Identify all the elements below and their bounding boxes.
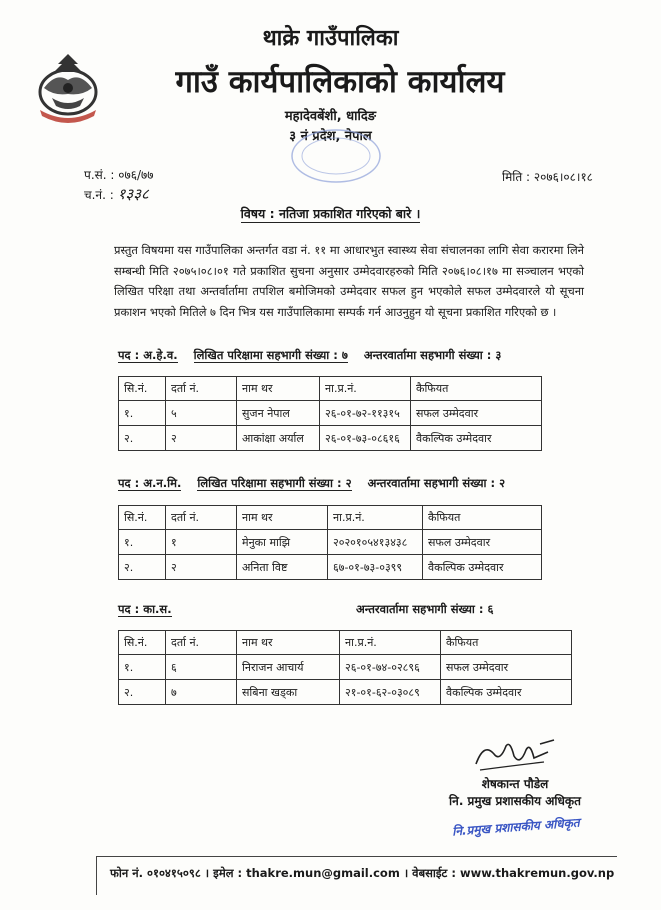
reference-chn-label: च.नं. : (84, 188, 118, 202)
cell-name: सबिना खड्का (237, 680, 340, 705)
header-remarks: कैफियत (441, 631, 572, 655)
header-sn: सि.नं. (119, 506, 166, 530)
section-3-heading (118, 602, 558, 617)
office-round-stamp-icon (286, 126, 386, 186)
results-table-1 (118, 376, 542, 451)
cell-name: निराजन आचार्य (237, 655, 340, 680)
subject-line (0, 205, 661, 222)
address-line2: ३ नं प्रदेश, नेपाल (289, 129, 372, 144)
header-citizenship: ना.प्र.नं. (328, 506, 423, 530)
header-darta: दर्ता नं. (166, 506, 237, 530)
cell-citizenship: २०२०१०५४१३४३८ (328, 530, 423, 555)
section-1-interview: अन्तरवार्तामा सहभागी संख्या : ३ (363, 348, 502, 362)
section-2-heading (118, 476, 505, 491)
header-citizenship: ना.प्र.नं. (340, 631, 441, 655)
footer-contact: फोन नं. ०१०४१५०९८ । इमेल : thakre.mun@gmail.com । वेबसाईट : www.thakremun.gov.np (110, 866, 615, 880)
cell-citizenship: २१-०१-६२-०३०८९ (340, 680, 441, 705)
cell-name: अनिता विष्ट (237, 555, 328, 580)
cell-darta: २ (166, 555, 237, 580)
cell-sn: २. (119, 680, 166, 705)
cell-citizenship: २६-०१-७२-११३१५ (320, 401, 411, 426)
table-row (119, 655, 572, 680)
cell-darta: ५ (166, 401, 237, 426)
cell-remarks: सफल उम्मेदवार (441, 655, 572, 680)
header-remarks: कैफियत (411, 377, 542, 401)
cell-sn: १. (119, 401, 166, 426)
reference-ps: प.सं. : ०७६/७७ (84, 168, 154, 182)
table-row (119, 530, 542, 555)
municipality-name: थाक्रे गाउँपालिका (262, 26, 399, 51)
table-header-row (119, 506, 542, 530)
cell-sn: १. (119, 655, 166, 680)
header-sn: सि.नं. (119, 377, 166, 401)
signatory-name: शेषकान्त पौडेल (481, 777, 549, 791)
cell-darta: १ (166, 530, 237, 555)
reference-chn (84, 184, 149, 204)
results-table-2 (118, 505, 542, 580)
table-row (119, 426, 542, 451)
signatory-stamp: नि.प्रमुख प्रशासकीय अधिकृत (451, 815, 581, 839)
table-row (119, 680, 572, 705)
signatory-title: नि. प्रमुख प्रशासकीय अधिकृत (449, 794, 581, 808)
header-name: नाम थर (237, 506, 328, 530)
table-row (119, 401, 542, 426)
section-2-interview: अन्तरवार्तामा सहभागी संख्या : २ (367, 476, 506, 490)
cell-citizenship: २६-०१-७४-०२८९६ (340, 655, 441, 680)
header-darta: दर्ता नं. (166, 631, 237, 655)
cell-darta: २ (166, 426, 237, 451)
header-name: नाम थर (237, 377, 320, 401)
header-remarks: कैफियत (423, 506, 542, 530)
section-1-heading (118, 348, 501, 363)
cell-remarks: वैकल्पिक उम्मेदवार (423, 555, 542, 580)
cell-name: मेनुका माझि (237, 530, 328, 555)
section-2-written: लिखित परिक्षामा सहभागी संख्या : २ (197, 476, 352, 490)
table-row (119, 555, 542, 580)
address-line1: महादेवबेंशी, धादिङ (284, 109, 377, 124)
reference-chn-handwritten: १३३८ (117, 185, 149, 203)
cell-remarks: सफल उम्मेदवार (423, 530, 542, 555)
notice-body: प्रस्तुत विषयमा यस गाउँपालिका अन्तर्गत वडा नं. ११ मा आधारभुत स्वास्थ्य सेवा संचालनका लागि सेवा करारमा लिने सम्बन्धी मिति २०७५।०८।०१ गते प्रकाशित सुचना अनुसार उम्मेदवारहरुको मिति २०७६।०८।१७ मा सञ्चालन भएको लिखित परिक्षा तथा अन्तर्वार्तामा तपशिल बमोजिमको उम्मेदवार सफल हुन भएकोले सफल उम्मेदवारले यो सूचना प्रकाशन भएको मितिले ७ दिन भित्र यस गाउँपालिकामा सम्पर्क गर्न आउनुहुन यो सूचना प्रकाशित गरिएको छ । (114, 243, 584, 319)
cell-remarks: वैकल्पिक उम्मेदवार (411, 426, 542, 451)
cell-darta: ७ (166, 680, 237, 705)
cell-name: आकांक्षा अर्याल (237, 426, 320, 451)
cell-sn: २. (119, 555, 166, 580)
section-3-post: पद : का.स. (118, 602, 172, 616)
subject-text: विषय : नतिजा प्रकाशित गरिएको बारे । (240, 206, 421, 221)
header-darta: दर्ता नं. (166, 377, 237, 401)
letter-date: मिति : २०७६।०८।१८ (502, 170, 593, 184)
cell-sn: १. (119, 530, 166, 555)
table-header-row (119, 631, 572, 655)
header-sn: सि.नं. (119, 631, 166, 655)
section-2-post: पद : अ.न.मि. (118, 476, 182, 490)
signature-icon (470, 736, 560, 776)
section-3-interview: अन्तरवार्तामा सहभागी संख्या : ६ (356, 602, 494, 616)
office-name: गाउँ कार्यपालिकाको कार्यालय (175, 64, 505, 100)
cell-darta: ६ (166, 655, 237, 680)
header-name: नाम थर (237, 631, 340, 655)
header-citizenship: ना.प्र.नं. (320, 377, 411, 401)
table-header-row (119, 377, 542, 401)
section-1-written: लिखित परिक्षामा सहभागी संख्या : ७ (193, 348, 348, 362)
cell-sn: २. (119, 426, 166, 451)
cell-name: सुजन नेपाल (237, 401, 320, 426)
cell-remarks: सफल उम्मेदवार (411, 401, 542, 426)
section-1-post: पद : अ.हे.व. (118, 348, 178, 362)
cell-remarks: वैकल्पिक उम्मेदवार (441, 680, 572, 705)
cell-citizenship: २६-०१-७३-०८६१६ (320, 426, 411, 451)
results-table-3 (118, 630, 572, 705)
cell-citizenship: ६७-०१-७३-०३९९ (328, 555, 423, 580)
